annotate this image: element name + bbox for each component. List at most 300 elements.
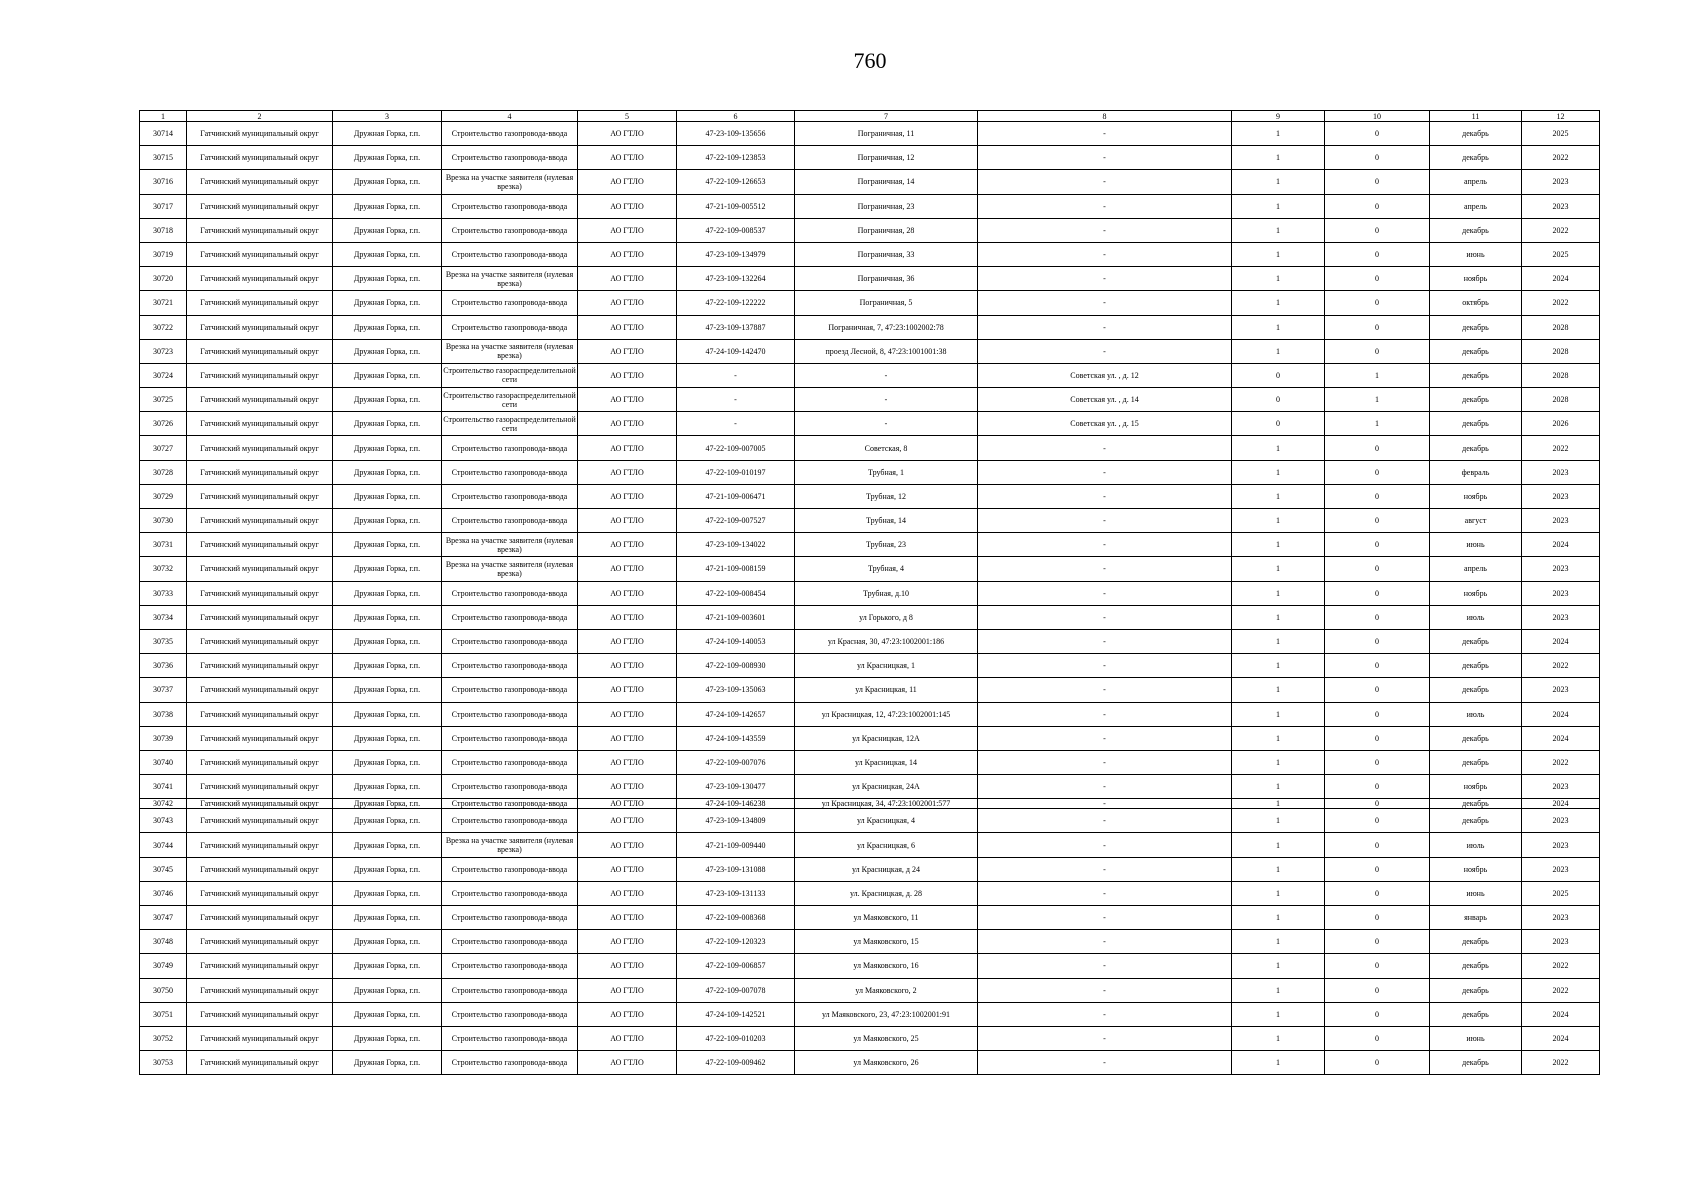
count-inputs-cell: 0 [1232,412,1325,436]
address-cell: ул Красницкая, 6 [795,833,978,857]
row-id-cell: 30740 [140,750,187,774]
settlement-cell: Дружная Горка, г.п. [333,581,442,605]
application-number-cell: 47-21-109-008159 [677,557,795,581]
table-body [140,122,1600,1075]
month-cell: июль [1430,833,1522,857]
work-type-cell: Строительство газопровода-ввода [442,1002,578,1026]
table-row [140,954,1600,978]
table-row [140,799,1600,809]
organization-cell: АО ГТЛО [578,750,677,774]
year-cell: 2024 [1522,1026,1600,1050]
district-cell: Гатчинский муниципальный округ [187,605,333,629]
settlement-cell: Дружная Горка, г.п. [333,484,442,508]
count-inputs-cell: 1 [1232,750,1325,774]
count-inputs-cell: 1 [1232,460,1325,484]
month-cell: декабрь [1430,122,1522,146]
application-number-cell: 47-22-109-122222 [677,291,795,315]
address-cell: ул Красницкая, 1 [795,654,978,678]
table-row [140,509,1600,533]
month-cell: декабрь [1430,809,1522,833]
district-cell: Гатчинский муниципальный округ [187,906,333,930]
month-cell: ноябрь [1430,581,1522,605]
count-inputs-cell: 1 [1232,605,1325,629]
network-address-cell: - [978,629,1232,653]
work-type-cell: Строительство газопровода-ввода [442,678,578,702]
address-cell: - [795,412,978,436]
network-address-cell: - [978,702,1232,726]
count-inputs-cell: 1 [1232,218,1325,242]
count-inputs-cell: 1 [1232,484,1325,508]
address-cell: ул Красницкая, 14 [795,750,978,774]
row-id-cell: 30718 [140,218,187,242]
application-number-cell: 47-21-109-005512 [677,194,795,218]
application-number-cell: 47-21-109-006471 [677,484,795,508]
count-networks-cell: 0 [1325,654,1430,678]
count-networks-cell: 0 [1325,218,1430,242]
table-row [140,170,1600,194]
address-cell: Пограничная, 7, 47:23:1002002:78 [795,315,978,339]
row-id-cell: 30744 [140,833,187,857]
count-inputs-cell: 1 [1232,775,1325,799]
column-header-6: 6 [677,111,795,122]
address-cell: Пограничная, 5 [795,291,978,315]
work-type-cell: Строительство газопровода-ввода [442,436,578,460]
district-cell: Гатчинский муниципальный округ [187,857,333,881]
work-type-cell: Строительство газораспределительной сети [442,412,578,436]
organization-cell: АО ГТЛО [578,146,677,170]
application-number-cell: 47-23-109-134022 [677,533,795,557]
network-address-cell: - [978,1051,1232,1075]
organization-cell: АО ГТЛО [578,930,677,954]
month-cell: декабрь [1430,654,1522,678]
work-type-cell: Врезка на участке заявителя (нулевая врезка) [442,170,578,194]
row-id-cell: 30716 [140,170,187,194]
settlement-cell: Дружная Горка, г.п. [333,678,442,702]
year-cell: 2022 [1522,436,1600,460]
count-networks-cell: 0 [1325,678,1430,702]
application-number-cell: 47-22-109-008930 [677,654,795,678]
address-cell: Трубная, 12 [795,484,978,508]
column-header-5: 5 [578,111,677,122]
network-address-cell: - [978,906,1232,930]
year-cell: 2028 [1522,315,1600,339]
row-id-cell: 30734 [140,605,187,629]
row-id-cell: 30729 [140,484,187,508]
count-inputs-cell: 1 [1232,1051,1325,1075]
application-number-cell: 47-24-109-146238 [677,799,795,809]
application-number-cell: 47-23-109-132264 [677,267,795,291]
work-type-cell: Строительство газопровода-ввода [442,750,578,774]
count-inputs-cell: 1 [1232,906,1325,930]
row-id-cell: 30737 [140,678,187,702]
network-address-cell: - [978,581,1232,605]
row-id-cell: 30741 [140,775,187,799]
network-address-cell: - [978,750,1232,774]
work-type-cell: Строительство газопровода-ввода [442,460,578,484]
registry-table [139,110,1600,1075]
month-cell: декабрь [1430,388,1522,412]
month-cell: ноябрь [1430,775,1522,799]
year-cell: 2028 [1522,388,1600,412]
district-cell: Гатчинский муниципальный округ [187,702,333,726]
organization-cell: АО ГТЛО [578,809,677,833]
organization-cell: АО ГТЛО [578,881,677,905]
organization-cell: АО ГТЛО [578,363,677,387]
organization-cell: АО ГТЛО [578,678,677,702]
count-inputs-cell: 1 [1232,170,1325,194]
work-type-cell: Строительство газопровода-ввода [442,799,578,809]
network-address-cell: - [978,833,1232,857]
organization-cell: АО ГТЛО [578,1002,677,1026]
count-inputs-cell: 1 [1232,857,1325,881]
year-cell: 2024 [1522,267,1600,291]
year-cell: 2023 [1522,775,1600,799]
count-inputs-cell: 1 [1232,291,1325,315]
year-cell: 2024 [1522,799,1600,809]
table-row [140,857,1600,881]
network-address-cell: - [978,726,1232,750]
count-networks-cell: 0 [1325,881,1430,905]
network-address-cell: - [978,170,1232,194]
settlement-cell: Дружная Горка, г.п. [333,146,442,170]
count-inputs-cell: 0 [1232,363,1325,387]
district-cell: Гатчинский муниципальный округ [187,315,333,339]
year-cell: 2024 [1522,1002,1600,1026]
count-networks-cell: 0 [1325,750,1430,774]
row-id-cell: 30726 [140,412,187,436]
work-type-cell: Строительство газопровода-ввода [442,1026,578,1050]
count-inputs-cell: 0 [1232,388,1325,412]
row-id-cell: 30724 [140,363,187,387]
table-row [140,412,1600,436]
year-cell: 2028 [1522,339,1600,363]
network-address-cell: - [978,484,1232,508]
district-cell: Гатчинский муниципальный округ [187,291,333,315]
count-inputs-cell: 1 [1232,978,1325,1002]
table-row [140,702,1600,726]
address-cell: Пограничная, 23 [795,194,978,218]
network-address-cell: - [978,218,1232,242]
address-cell: Трубная, 23 [795,533,978,557]
address-cell: Трубная, 14 [795,509,978,533]
row-id-cell: 30750 [140,978,187,1002]
application-number-cell: 47-22-109-007076 [677,750,795,774]
settlement-cell: Дружная Горка, г.п. [333,267,442,291]
address-cell: ул Красницкая, д 24 [795,857,978,881]
district-cell: Гатчинский муниципальный округ [187,170,333,194]
settlement-cell: Дружная Горка, г.п. [333,291,442,315]
table-row [140,809,1600,833]
count-networks-cell: 0 [1325,978,1430,1002]
settlement-cell: Дружная Горка, г.п. [333,460,442,484]
count-networks-cell: 0 [1325,1051,1430,1075]
settlement-cell: Дружная Горка, г.п. [333,1002,442,1026]
month-cell: декабрь [1430,436,1522,460]
settlement-cell: Дружная Горка, г.п. [333,833,442,857]
column-header-10: 10 [1325,111,1430,122]
settlement-cell: Дружная Горка, г.п. [333,702,442,726]
table-row [140,833,1600,857]
count-inputs-cell: 1 [1232,629,1325,653]
table-row [140,533,1600,557]
network-address-cell: - [978,930,1232,954]
work-type-cell: Строительство газопровода-ввода [442,881,578,905]
network-address-cell: Советская ул. , д. 12 [978,363,1232,387]
settlement-cell: Дружная Горка, г.п. [333,654,442,678]
row-id-cell: 30714 [140,122,187,146]
year-cell: 2022 [1522,978,1600,1002]
count-networks-cell: 0 [1325,242,1430,266]
work-type-cell: Строительство газопровода-ввода [442,484,578,508]
network-address-cell: - [978,954,1232,978]
settlement-cell: Дружная Горка, г.п. [333,906,442,930]
year-cell: 2024 [1522,702,1600,726]
settlement-cell: Дружная Горка, г.п. [333,605,442,629]
table-row [140,436,1600,460]
month-cell: декабрь [1430,954,1522,978]
application-number-cell: 47-22-109-006857 [677,954,795,978]
month-cell: ноябрь [1430,267,1522,291]
address-cell: Трубная, 4 [795,557,978,581]
work-type-cell: Врезка на участке заявителя (нулевая врезка) [442,267,578,291]
organization-cell: АО ГТЛО [578,629,677,653]
work-type-cell: Строительство газопровода-ввода [442,906,578,930]
network-address-cell: - [978,799,1232,809]
table-row [140,629,1600,653]
district-cell: Гатчинский муниципальный округ [187,581,333,605]
row-id-cell: 30746 [140,881,187,905]
settlement-cell: Дружная Горка, г.п. [333,412,442,436]
table-row [140,726,1600,750]
count-networks-cell: 0 [1325,194,1430,218]
settlement-cell: Дружная Горка, г.п. [333,629,442,653]
column-header-7: 7 [795,111,978,122]
count-inputs-cell: 1 [1232,702,1325,726]
row-id-cell: 30749 [140,954,187,978]
month-cell: декабрь [1430,339,1522,363]
settlement-cell: Дружная Горка, г.п. [333,930,442,954]
row-id-cell: 30751 [140,1002,187,1026]
count-networks-cell: 0 [1325,1002,1430,1026]
settlement-cell: Дружная Горка, г.п. [333,809,442,833]
work-type-cell: Строительство газопровода-ввода [442,954,578,978]
table-row [140,460,1600,484]
count-inputs-cell: 1 [1232,315,1325,339]
network-address-cell: - [978,1002,1232,1026]
year-cell: 2023 [1522,906,1600,930]
month-cell: октябрь [1430,291,1522,315]
network-address-cell: - [978,460,1232,484]
year-cell: 2022 [1522,146,1600,170]
network-address-cell: - [978,557,1232,581]
year-cell: 2023 [1522,170,1600,194]
address-cell: ул Красницкая, 12, 47:23:1002001:145 [795,702,978,726]
address-cell: проезд Лесной, 8, 47:23:1001001:38 [795,339,978,363]
address-cell: Трубная, 1 [795,460,978,484]
application-number-cell: 47-23-109-134979 [677,242,795,266]
count-inputs-cell: 1 [1232,509,1325,533]
network-address-cell: - [978,1026,1232,1050]
settlement-cell: Дружная Горка, г.п. [333,363,442,387]
organization-cell: АО ГТЛО [578,291,677,315]
column-header-12: 12 [1522,111,1600,122]
table-row [140,557,1600,581]
organization-cell: АО ГТЛО [578,654,677,678]
count-inputs-cell: 1 [1232,1026,1325,1050]
address-cell: Пограничная, 11 [795,122,978,146]
year-cell: 2023 [1522,484,1600,508]
application-number-cell: 47-22-109-007078 [677,978,795,1002]
organization-cell: АО ГТЛО [578,509,677,533]
work-type-cell: Строительство газопровода-ввода [442,315,578,339]
column-header-4: 4 [442,111,578,122]
table-row [140,678,1600,702]
district-cell: Гатчинский муниципальный округ [187,678,333,702]
year-cell: 2028 [1522,363,1600,387]
application-number-cell: 47-23-109-134809 [677,809,795,833]
year-cell: 2022 [1522,750,1600,774]
district-cell: Гатчинский муниципальный округ [187,267,333,291]
row-id-cell: 30728 [140,460,187,484]
application-number-cell: 47-22-109-123853 [677,146,795,170]
count-networks-cell: 0 [1325,509,1430,533]
table-row [140,1002,1600,1026]
year-cell: 2025 [1522,881,1600,905]
settlement-cell: Дружная Горка, г.п. [333,557,442,581]
address-cell: ул Горького, д 8 [795,605,978,629]
network-address-cell: - [978,122,1232,146]
month-cell: декабрь [1430,218,1522,242]
count-inputs-cell: 1 [1232,881,1325,905]
month-cell: июнь [1430,242,1522,266]
application-number-cell: 47-22-109-009462 [677,1051,795,1075]
network-address-cell: - [978,654,1232,678]
year-cell: 2024 [1522,629,1600,653]
district-cell: Гатчинский муниципальный округ [187,484,333,508]
network-address-cell: - [978,436,1232,460]
count-networks-cell: 0 [1325,170,1430,194]
year-cell: 2023 [1522,581,1600,605]
application-number-cell: 47-22-109-007005 [677,436,795,460]
address-cell: ул Маяковского, 26 [795,1051,978,1075]
row-id-cell: 30725 [140,388,187,412]
row-id-cell: 30733 [140,581,187,605]
settlement-cell: Дружная Горка, г.п. [333,1051,442,1075]
settlement-cell: Дружная Горка, г.п. [333,857,442,881]
row-id-cell: 30752 [140,1026,187,1050]
row-id-cell: 30731 [140,533,187,557]
month-cell: июнь [1430,533,1522,557]
column-header-8: 8 [978,111,1232,122]
address-cell: - [795,388,978,412]
work-type-cell: Строительство газопровода-ввода [442,726,578,750]
count-networks-cell: 0 [1325,799,1430,809]
row-id-cell: 30721 [140,291,187,315]
settlement-cell: Дружная Горка, г.п. [333,799,442,809]
work-type-cell: Строительство газопровода-ввода [442,857,578,881]
count-inputs-cell: 1 [1232,954,1325,978]
district-cell: Гатчинский муниципальный округ [187,436,333,460]
district-cell: Гатчинский муниципальный округ [187,809,333,833]
settlement-cell: Дружная Горка, г.п. [333,775,442,799]
table-row [140,1026,1600,1050]
application-number-cell: - [677,388,795,412]
work-type-cell: Строительство газопровода-ввода [442,194,578,218]
network-address-cell: - [978,291,1232,315]
address-cell: ул Маяковского, 15 [795,930,978,954]
application-number-cell: 47-22-109-008537 [677,218,795,242]
network-address-cell: - [978,857,1232,881]
month-cell: апрель [1430,170,1522,194]
count-networks-cell: 1 [1325,412,1430,436]
organization-cell: АО ГТЛО [578,954,677,978]
application-number-cell: 47-23-109-135656 [677,122,795,146]
table-row [140,315,1600,339]
count-networks-cell: 0 [1325,954,1430,978]
count-networks-cell: 0 [1325,460,1430,484]
settlement-cell: Дружная Горка, г.п. [333,122,442,146]
settlement-cell: Дружная Горка, г.п. [333,388,442,412]
district-cell: Гатчинский муниципальный округ [187,218,333,242]
table-row [140,775,1600,799]
address-cell: ул Красная, 30, 47:23:1002001:186 [795,629,978,653]
application-number-cell: 47-22-109-010197 [677,460,795,484]
count-inputs-cell: 1 [1232,146,1325,170]
month-cell: апрель [1430,557,1522,581]
address-cell: Пограничная, 28 [795,218,978,242]
count-networks-cell: 0 [1325,484,1430,508]
month-cell: июль [1430,605,1522,629]
district-cell: Гатчинский муниципальный округ [187,930,333,954]
network-address-cell: - [978,605,1232,629]
count-networks-cell: 0 [1325,533,1430,557]
address-cell: ул Маяковского, 25 [795,1026,978,1050]
work-type-cell: Врезка на участке заявителя (нулевая врезка) [442,339,578,363]
application-number-cell: 47-21-109-009440 [677,833,795,857]
organization-cell: АО ГТЛО [578,122,677,146]
application-number-cell: 47-24-109-143559 [677,726,795,750]
year-cell: 2023 [1522,930,1600,954]
work-type-cell: Строительство газопровода-ввода [442,1051,578,1075]
network-address-cell: - [978,339,1232,363]
count-networks-cell: 0 [1325,122,1430,146]
organization-cell: АО ГТЛО [578,1051,677,1075]
count-inputs-cell: 1 [1232,242,1325,266]
count-networks-cell: 0 [1325,809,1430,833]
month-cell: декабрь [1430,315,1522,339]
table-row [140,291,1600,315]
table-row [140,1051,1600,1075]
count-inputs-cell: 1 [1232,122,1325,146]
table-row [140,339,1600,363]
settlement-cell: Дружная Горка, г.п. [333,954,442,978]
settlement-cell: Дружная Горка, г.п. [333,436,442,460]
table-row [140,146,1600,170]
organization-cell: АО ГТЛО [578,315,677,339]
count-networks-cell: 0 [1325,833,1430,857]
count-inputs-cell: 1 [1232,930,1325,954]
network-address-cell: - [978,315,1232,339]
organization-cell: АО ГТЛО [578,799,677,809]
count-inputs-cell: 1 [1232,809,1325,833]
district-cell: Гатчинский муниципальный округ [187,881,333,905]
settlement-cell: Дружная Горка, г.п. [333,509,442,533]
address-cell: ул Красницкая, 34, 47:23:1002001:577 [795,799,978,809]
work-type-cell: Строительство газопровода-ввода [442,930,578,954]
count-networks-cell: 0 [1325,315,1430,339]
work-type-cell: Строительство газопровода-ввода [442,775,578,799]
table-row [140,906,1600,930]
